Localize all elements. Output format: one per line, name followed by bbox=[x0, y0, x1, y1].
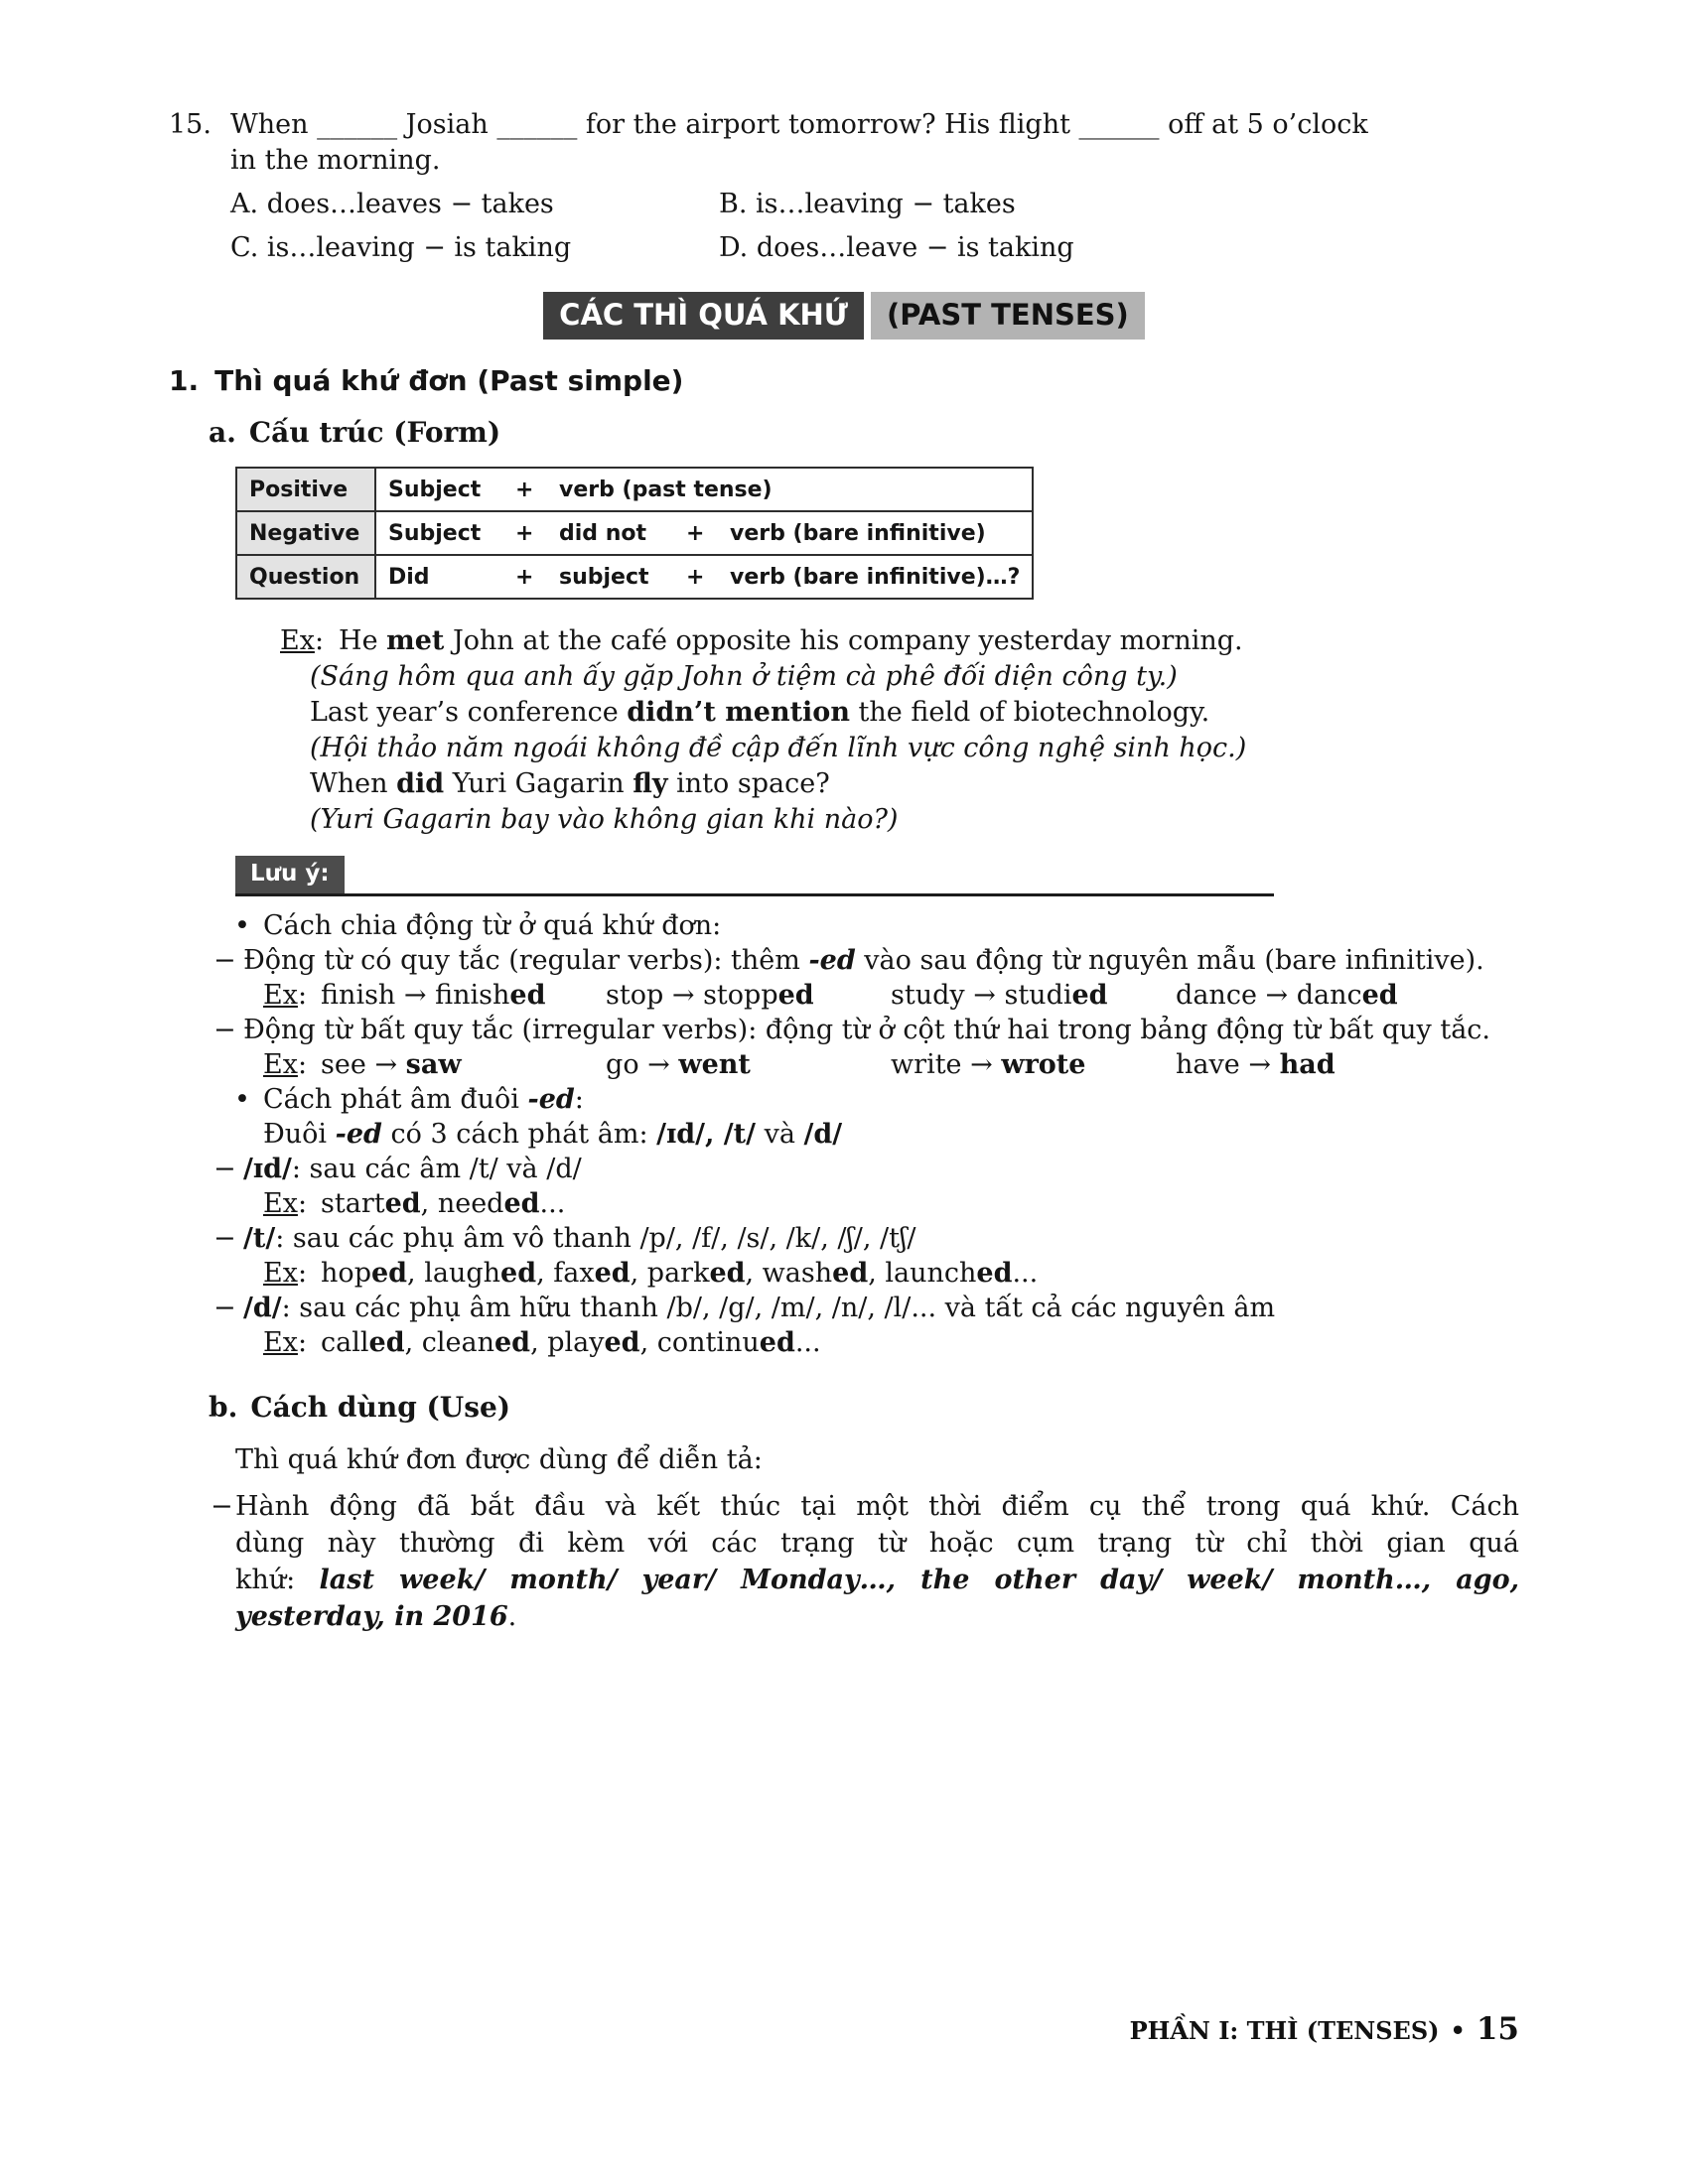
example-pair: stop → stopped bbox=[606, 980, 814, 1011]
ex-word: Ex bbox=[280, 625, 315, 656]
ex-label: Ex: bbox=[280, 625, 325, 656]
note-header-rule bbox=[235, 856, 1274, 896]
note-text: Cách phát âm đuôi -ed: bbox=[263, 1084, 584, 1115]
example-pair: finish → finished bbox=[321, 980, 546, 1011]
example-3-text: When did Yuri Gagarin fly into space? bbox=[310, 768, 830, 799]
bullet-marker: • bbox=[234, 910, 250, 941]
example-1-translation: (Sáng hôm qua anh ấy gặp John ở tiệm cà phê đối diện công ty.) bbox=[310, 661, 1178, 692]
ex-label: Ex: bbox=[263, 1327, 308, 1358]
heading-form-title: Cấu trúc (Form) bbox=[248, 416, 501, 449]
example-pair: dance → danced bbox=[1176, 980, 1398, 1011]
plus-sign: + bbox=[515, 564, 534, 590]
example-2-text: Last year’s conference didn’t mention the field of biotechnology. bbox=[310, 697, 1210, 728]
ex-label: Ex: bbox=[263, 1258, 308, 1289]
ex-label: Ex: bbox=[263, 1188, 308, 1219]
dash-marker: − bbox=[213, 1223, 236, 1254]
example-pair: write → wrote bbox=[891, 1049, 1086, 1080]
note-t-rule bbox=[169, 1221, 1519, 1256]
cell: Did bbox=[388, 564, 430, 590]
example-2-translation: (Hội thảo năm ngoái không đề cập đến lĩnh vực công nghệ sinh học.) bbox=[310, 733, 1247, 763]
option-a bbox=[230, 187, 719, 222]
plus-sign: + bbox=[686, 564, 705, 590]
option-d-text: does…leave − is taking bbox=[756, 232, 1074, 263]
note-d-examples bbox=[169, 1325, 1519, 1360]
option-a-text: does…leaves − takes bbox=[266, 189, 554, 219]
option-c bbox=[230, 230, 719, 266]
use-line-4: yesterday, in 2016. bbox=[235, 1601, 517, 1632]
use-intro: Thì quá khứ đơn được dùng để diễn tả: bbox=[235, 1444, 763, 1475]
heading-title: Thì quá khứ đơn (Past simple) bbox=[214, 364, 684, 397]
option-c-text: is…leaving − is taking bbox=[266, 232, 572, 263]
dash-marker: − bbox=[213, 1154, 236, 1184]
row-body-positive bbox=[375, 468, 1033, 511]
note-pronunciation-intro bbox=[169, 1117, 1519, 1152]
cell: Subject bbox=[388, 477, 482, 502]
option-d-label: D. bbox=[719, 232, 749, 263]
heading-form-label: a. bbox=[209, 416, 236, 449]
note-regular-examples bbox=[169, 978, 1519, 1013]
example-1-text: He met John at the café opposite his company yesterday morning. bbox=[339, 625, 1243, 656]
note-bullet-pronunciation bbox=[169, 1082, 1519, 1117]
ex-label: Ex: bbox=[263, 1049, 308, 1080]
use-paragraph bbox=[169, 1488, 1519, 1635]
note-label: Lưu ý: bbox=[235, 856, 345, 893]
dash-marker: − bbox=[213, 1293, 236, 1323]
option-b bbox=[719, 187, 1519, 222]
example-pair: study → studied bbox=[891, 980, 1108, 1011]
example-pair: see → saw bbox=[321, 1049, 462, 1080]
question-stem-line1: When ______ Josiah ______ for the airport tomorrow? His flight ______ off at 5 o’clock bbox=[230, 109, 1368, 140]
use-line-3: khứ: last week/ month/ year/ Monday…, the other day/ week/ month…, ago, bbox=[235, 1565, 1519, 1595]
dash-marker: − bbox=[213, 1015, 236, 1045]
example-words: started, needed... bbox=[321, 1188, 566, 1219]
example-1 bbox=[280, 623, 1519, 659]
cell: did not bbox=[559, 520, 646, 546]
form-table-row-question bbox=[236, 555, 1033, 599]
note-text: Đuôi -ed có 3 cách phát âm: /ɪd/, /t/ và /d/ bbox=[263, 1119, 843, 1150]
question-15 bbox=[169, 107, 1519, 266]
examples-block bbox=[280, 623, 1519, 838]
example-words: called, cleaned, played, continued... bbox=[321, 1327, 821, 1358]
example-words: hoped, laughed, faxed, parked, washed, launched... bbox=[321, 1258, 1039, 1289]
heading-number: 1. bbox=[169, 364, 200, 397]
banner-title-english: (PAST TENSES) bbox=[871, 292, 1145, 340]
use-line-1: Hành động đã bắt đầu và kết thúc tại một thời điểm cụ thể trong quá khứ. Cách bbox=[235, 1491, 1519, 1522]
question-number: 15. bbox=[169, 109, 211, 140]
footer-section: PHẦN I: THÌ (TENSES) bbox=[1129, 2016, 1440, 2045]
footer-page-number: 15 bbox=[1476, 2011, 1519, 2047]
bullet-marker: • bbox=[234, 1084, 250, 1115]
cell: verb (bare infinitive)…? bbox=[730, 564, 1021, 590]
use-line-2: dùng này thường đi kèm với các trạng từ hoặc cụm trạng từ chỉ thời gian quá bbox=[235, 1528, 1519, 1559]
dash-marker: − bbox=[213, 945, 236, 976]
heading-use-title: Cách dùng (Use) bbox=[250, 1391, 511, 1424]
example-pair: go → went bbox=[606, 1049, 751, 1080]
note-bullet-conjugation bbox=[169, 908, 1519, 943]
row-body-negative bbox=[375, 511, 1033, 555]
form-table-row-negative bbox=[236, 511, 1033, 555]
cell: Subject bbox=[388, 520, 482, 546]
ex-label: Ex: bbox=[263, 980, 308, 1011]
question-stem-line2: in the morning. bbox=[230, 145, 441, 176]
option-d bbox=[719, 230, 1519, 266]
note-text: /t/: sau các phụ âm vô thanh /p/, /f/, /s/, /k/, /ʃ/, /tʃ/ bbox=[243, 1223, 916, 1254]
plus-sign: + bbox=[686, 520, 705, 546]
note-text: Động từ có quy tắc (regular verbs): thêm -ed vào sau động từ nguyên mẫu (bare infinitive). bbox=[243, 945, 1484, 976]
note-t-examples bbox=[169, 1256, 1519, 1291]
banner-title-vietnamese: CÁC THÌ QUÁ KHỨ bbox=[543, 292, 864, 340]
option-a-label: A. bbox=[230, 189, 259, 219]
ex-word: Ex bbox=[263, 1188, 298, 1219]
cell: subject bbox=[559, 564, 649, 590]
note-regular-verbs bbox=[169, 943, 1519, 978]
example-3-translation: (Yuri Gagarin bay vào không gian khi nào?) bbox=[310, 804, 899, 835]
option-c-label: C. bbox=[230, 232, 259, 263]
row-head-negative: Negative bbox=[236, 511, 375, 555]
note-text: /ɪd/: sau các âm /t/ và /d/ bbox=[243, 1154, 582, 1184]
note-text: /d/: sau các phụ âm hữu thanh /b/, /g/, /m/, /n/, /l/... và tất cả các nguyên âm bbox=[243, 1293, 1276, 1323]
past-tenses-banner bbox=[169, 292, 1519, 340]
ex-word: Ex bbox=[263, 1258, 298, 1289]
form-table bbox=[235, 467, 1034, 600]
question-stem bbox=[169, 107, 1519, 143]
page-footer bbox=[1130, 2011, 1519, 2047]
page-content bbox=[169, 107, 1519, 1635]
row-head-question: Question bbox=[236, 555, 375, 599]
heading-use-label: b. bbox=[209, 1391, 238, 1424]
ex-word: Ex bbox=[263, 1327, 298, 1358]
option-b-text: is…leaving − takes bbox=[756, 189, 1016, 219]
note-irregular-examples bbox=[169, 1047, 1519, 1082]
heading-use bbox=[209, 1390, 1519, 1426]
ex-word: Ex bbox=[263, 980, 298, 1011]
cell: verb (bare infinitive) bbox=[730, 520, 986, 546]
heading-form bbox=[209, 415, 1519, 451]
dash-marker: − bbox=[211, 1491, 233, 1522]
example-pair: have → had bbox=[1176, 1049, 1336, 1080]
note-irregular-verbs bbox=[169, 1013, 1519, 1047]
note-text: Cách chia động từ ở quá khứ đơn: bbox=[263, 910, 722, 941]
heading-past-simple bbox=[169, 363, 1519, 399]
note-id-examples bbox=[169, 1186, 1519, 1221]
form-table-row-positive bbox=[236, 468, 1033, 511]
footer-separator: • bbox=[1450, 2016, 1466, 2045]
row-body-question bbox=[375, 555, 1033, 599]
option-b-label: B. bbox=[719, 189, 748, 219]
note-text: Động từ bất quy tắc (irregular verbs): động từ ở cột thứ hai trong bảng động từ bất quy tắc. bbox=[243, 1015, 1491, 1045]
note-id-rule bbox=[169, 1152, 1519, 1186]
answer-options bbox=[230, 187, 1519, 266]
plus-sign: + bbox=[515, 520, 534, 546]
plus-sign: + bbox=[515, 477, 534, 502]
row-head-positive: Positive bbox=[236, 468, 375, 511]
ex-word: Ex bbox=[263, 1049, 298, 1080]
note-d-rule bbox=[169, 1291, 1519, 1325]
cell: verb (past tense) bbox=[559, 477, 773, 502]
